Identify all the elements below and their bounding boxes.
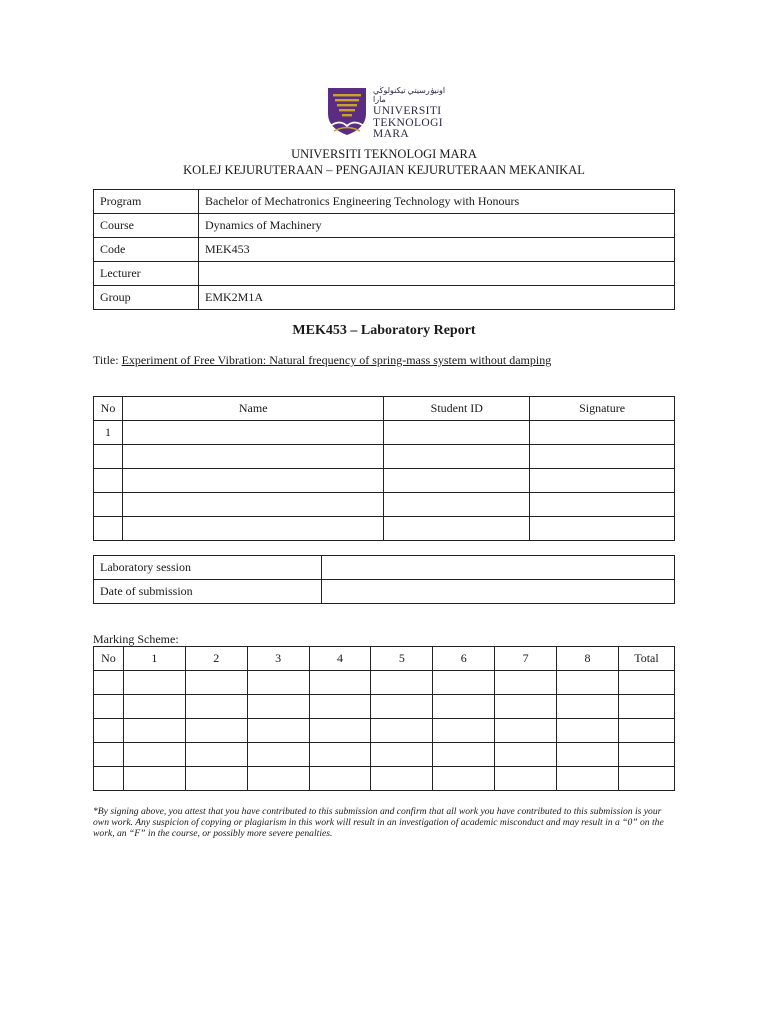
marking-cell[interactable]	[557, 743, 619, 767]
members-header-row	[94, 397, 675, 421]
marking-cell[interactable]	[433, 719, 495, 743]
marking-cell	[94, 695, 124, 719]
marking-header-cell: 6	[433, 647, 495, 671]
marking-header-cell: 4	[309, 647, 371, 671]
marking-cell	[94, 671, 124, 695]
info-label: Lecturer	[94, 262, 199, 286]
marking-cell[interactable]	[123, 743, 185, 767]
marking-cell[interactable]	[371, 743, 433, 767]
members-cell[interactable]	[122, 517, 383, 541]
marking-cell[interactable]	[495, 695, 557, 719]
info-label: Program	[94, 190, 199, 214]
marking-header-cell: No	[94, 647, 124, 671]
marking-cell[interactable]	[371, 719, 433, 743]
marking-cell[interactable]	[247, 767, 309, 791]
members-header-cell: No	[94, 397, 123, 421]
members-cell[interactable]	[530, 493, 675, 517]
marking-cell[interactable]	[123, 767, 185, 791]
marking-cell[interactable]	[309, 743, 371, 767]
info-value[interactable]: EMK2M1A	[199, 286, 675, 310]
members-cell	[94, 469, 123, 493]
marking-cell[interactable]	[495, 671, 557, 695]
members-cell[interactable]	[384, 469, 530, 493]
marking-cell[interactable]	[495, 767, 557, 791]
marking-row	[94, 767, 675, 791]
info-value[interactable]: MEK453	[199, 238, 675, 262]
marking-cell[interactable]	[247, 719, 309, 743]
members-cell[interactable]	[530, 517, 675, 541]
marking-cell[interactable]	[123, 671, 185, 695]
marking-cell[interactable]	[371, 767, 433, 791]
members-cell[interactable]	[530, 445, 675, 469]
marking-cell[interactable]	[371, 695, 433, 719]
marking-cell[interactable]	[247, 743, 309, 767]
info-row	[94, 190, 675, 214]
course-info-table	[93, 189, 675, 310]
members-header-cell: Signature	[530, 397, 675, 421]
marking-cell[interactable]	[185, 695, 247, 719]
members-row	[94, 421, 675, 445]
marking-header-cell: 3	[247, 647, 309, 671]
marking-cell[interactable]	[309, 671, 371, 695]
marking-header-cell: 2	[185, 647, 247, 671]
experiment-title	[93, 353, 551, 368]
members-table	[93, 396, 675, 541]
members-cell[interactable]	[122, 445, 383, 469]
logo-line: UNIVERSITI	[373, 105, 442, 117]
marking-header-cell: Total	[618, 647, 674, 671]
signature-disclaimer: *By signing above, you attest that you have contributed to this submission and confirm that all work you have contributed to this submission is your own work. Any suspicion of copying or plagiarism in this work will result in an investigation of academic misconduct and may result in a “0” on the work, an “F” in the course, or possibly more severe penalties.	[93, 806, 664, 839]
marking-cell[interactable]	[557, 671, 619, 695]
title-text: Experiment of Free Vibration: Natural frequency of spring-mass system without damping	[121, 353, 552, 367]
session-row	[94, 556, 675, 580]
marking-cell[interactable]	[123, 695, 185, 719]
marking-cell[interactable]	[618, 767, 674, 791]
members-cell[interactable]	[122, 421, 383, 445]
info-row	[94, 262, 675, 286]
session-label: Date of submission	[94, 580, 322, 604]
marking-cell	[94, 767, 124, 791]
marking-cell	[94, 719, 124, 743]
marking-cell[interactable]	[185, 743, 247, 767]
university-name: UNIVERSITI TEKNOLOGI MARA	[291, 147, 477, 161]
members-cell[interactable]	[384, 493, 530, 517]
marking-cell[interactable]	[618, 719, 674, 743]
logo-line: TEKNOLOGI	[373, 116, 444, 129]
members-cell[interactable]	[530, 421, 675, 445]
marking-cell[interactable]	[309, 719, 371, 743]
marking-row	[94, 719, 675, 743]
members-cell: 1	[94, 421, 123, 445]
members-cell[interactable]	[530, 469, 675, 493]
uitm-crest-icon	[325, 86, 369, 136]
info-row	[94, 286, 675, 310]
members-cell[interactable]	[384, 445, 530, 469]
members-cell[interactable]	[122, 469, 383, 493]
marking-cell[interactable]	[557, 719, 619, 743]
members-cell	[94, 493, 123, 517]
marking-cell[interactable]	[123, 719, 185, 743]
marking-cell[interactable]	[433, 695, 495, 719]
marking-cell[interactable]	[247, 671, 309, 695]
marking-row	[94, 671, 675, 695]
logo-line: MARA	[373, 128, 410, 140]
marking-row	[94, 695, 675, 719]
members-row	[94, 469, 675, 493]
marking-header-row	[94, 647, 675, 671]
session-value[interactable]	[322, 556, 675, 580]
members-cell[interactable]	[384, 517, 530, 541]
members-row	[94, 493, 675, 517]
marking-header-cell: 7	[495, 647, 557, 671]
info-value[interactable]: Dynamics of Machinery	[199, 214, 675, 238]
members-row	[94, 445, 675, 469]
members-cell[interactable]	[384, 421, 530, 445]
session-label: Laboratory session	[94, 556, 322, 580]
marking-cell[interactable]	[557, 767, 619, 791]
logo-wordmark	[373, 86, 450, 141]
marking-cell[interactable]	[495, 743, 557, 767]
title-label: Title:	[93, 353, 122, 367]
university-logo	[325, 86, 450, 140]
members-header-cell: Student ID	[384, 397, 530, 421]
report-title: MEK453 – Laboratory Report	[292, 323, 476, 338]
members-cell	[94, 445, 123, 469]
marking-cell[interactable]	[433, 743, 495, 767]
marking-cell[interactable]	[618, 743, 674, 767]
logo-jawi-text: اونيۏرسيتي تيكنولوڬي مارا	[373, 86, 446, 104]
marking-cell[interactable]	[557, 695, 619, 719]
session-table	[93, 555, 675, 604]
info-value[interactable]	[199, 262, 675, 286]
info-row	[94, 238, 675, 262]
marking-header-cell: 5	[371, 647, 433, 671]
members-row	[94, 517, 675, 541]
marking-cell[interactable]	[185, 767, 247, 791]
marking-cell[interactable]	[185, 719, 247, 743]
marking-cell[interactable]	[433, 671, 495, 695]
marking-row	[94, 743, 675, 767]
members-cell	[94, 517, 123, 541]
marking-cell[interactable]	[495, 719, 557, 743]
marking-cell[interactable]	[618, 695, 674, 719]
college-name: KOLEJ KEJURUTERAAN – PENGAJIAN KEJURUTERAAN MEKANIKAL	[183, 163, 585, 177]
marking-cell[interactable]	[618, 671, 674, 695]
marking-cell[interactable]	[185, 671, 247, 695]
marking-cell	[94, 743, 124, 767]
info-label: Course	[94, 214, 199, 238]
marking-cell[interactable]	[433, 767, 495, 791]
marking-cell[interactable]	[371, 671, 433, 695]
members-header-cell: Name	[122, 397, 383, 421]
info-label: Code	[94, 238, 199, 262]
marking-header-cell: 8	[557, 647, 619, 671]
info-label: Group	[94, 286, 199, 310]
marking-cell[interactable]	[309, 767, 371, 791]
info-row	[94, 214, 675, 238]
marking-cell[interactable]	[309, 695, 371, 719]
members-cell[interactable]	[122, 493, 383, 517]
marking-scheme-table	[93, 646, 675, 791]
marking-header-cell: 1	[123, 647, 185, 671]
marking-scheme-label: Marking Scheme:	[93, 632, 179, 646]
marking-cell[interactable]	[247, 695, 309, 719]
session-value[interactable]	[322, 580, 675, 604]
session-row	[94, 580, 675, 604]
info-value[interactable]: Bachelor of Mechatronics Engineering Technology with Honours	[199, 190, 675, 214]
